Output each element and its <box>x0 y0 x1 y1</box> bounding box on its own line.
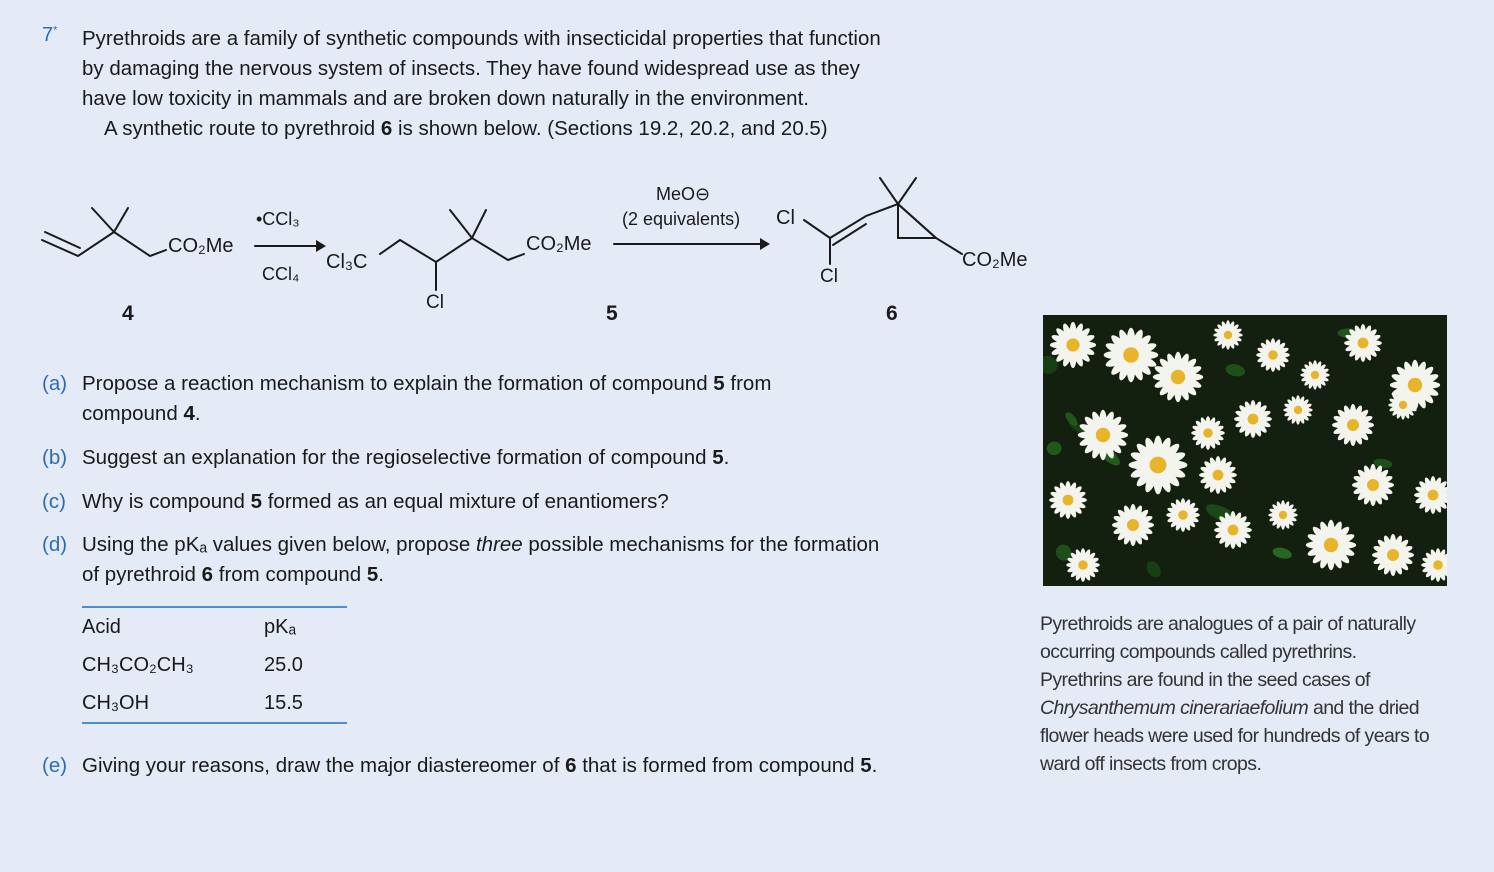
part-label: (c) <box>42 490 66 513</box>
step2-reagent: MeO⊖ <box>656 184 711 204</box>
caption-line: Pyrethroids are analogues of a pair of naturally <box>1040 613 1416 635</box>
compound-4-label: 4 <box>122 302 134 325</box>
table-header-row <box>82 608 347 646</box>
table-row <box>82 646 347 684</box>
table-row <box>82 684 347 722</box>
step1-reagent: •CCl₃ <box>256 209 300 229</box>
compound-6-ester: CO₂Me <box>962 249 1028 271</box>
part-label: (d) <box>42 533 68 556</box>
compound-4-ester: CO₂Me <box>168 235 234 257</box>
reaction-scheme <box>0 150 1060 330</box>
pka-table <box>82 606 347 724</box>
pka-cell: 15.5 <box>264 691 303 714</box>
caption-line: occurring compounds called pyrethrins. <box>1040 641 1357 663</box>
acid-cell: CH₃OH <box>82 691 150 714</box>
intro-line: Pyrethroids are a family of synthetic compounds with insecticidal properties that function <box>82 27 881 50</box>
compound-5-ccl3: Cl₃C <box>326 251 368 273</box>
compound-5-ester: CO₂Me <box>526 233 592 255</box>
compound-6-label: 6 <box>886 302 898 325</box>
intro-line: by damaging the nervous system of insects. They have found widespread use as they <box>82 57 860 80</box>
question-intro <box>82 24 992 144</box>
chrysanthemum-photo <box>1043 315 1447 586</box>
part-text: Suggest an explanation for the regioselective formation of compound 5. <box>82 446 730 469</box>
table-rule <box>82 722 347 724</box>
compound-5-label: 5 <box>606 302 618 325</box>
part-text: Propose a reaction mechanism to explain the formation of compound 5 from compound 4. <box>82 372 772 425</box>
compound-6-cl-bottom: Cl <box>820 266 838 287</box>
part-text: Why is compound 5 formed as an equal mixture of enantiomers? <box>82 490 669 513</box>
header-acid: Acid <box>82 615 121 638</box>
part-label: (b) <box>42 446 68 469</box>
step2-equivalents: (2 equivalents) <box>622 209 741 229</box>
part-text: Using the pKₐ values given below, propose three possible mechanisms for the formation of pyrethroid 6 from compound 5. <box>82 533 880 586</box>
caption-line: flower heads were used for hundreds of years to <box>1040 725 1430 747</box>
caption-line: ward off insects from crops. <box>1040 753 1262 775</box>
photo-caption <box>1040 610 1460 778</box>
intro-line: have low toxicity in mammals and are broken down naturally in the environment. <box>82 87 809 110</box>
acid-cell: CH₃CO₂CH₃ <box>82 653 194 676</box>
header-pka: pKₐ <box>264 615 296 638</box>
caption-line: Chrysanthemum cinerariaefolium and the dried <box>1040 697 1419 719</box>
flower-field-image <box>1043 315 1447 586</box>
route-line: A synthetic route to pyrethroid 6 is shown below. (Sections 19.2, 20.2, and 20.5) <box>104 117 828 140</box>
question-number: 7* <box>42 24 58 46</box>
compound-5-cl: Cl <box>426 292 444 313</box>
part-label: (a) <box>42 372 68 395</box>
pka-cell: 25.0 <box>264 653 303 676</box>
compound-6-cl-top: Cl <box>776 207 795 229</box>
part-label: (e) <box>42 754 68 777</box>
step1-solvent: CCl₄ <box>262 264 300 284</box>
part-text: Giving your reasons, draw the major diastereomer of 6 that is formed from compound 5. <box>82 754 878 777</box>
caption-line: Pyrethrins are found in the seed cases of <box>1040 669 1370 691</box>
